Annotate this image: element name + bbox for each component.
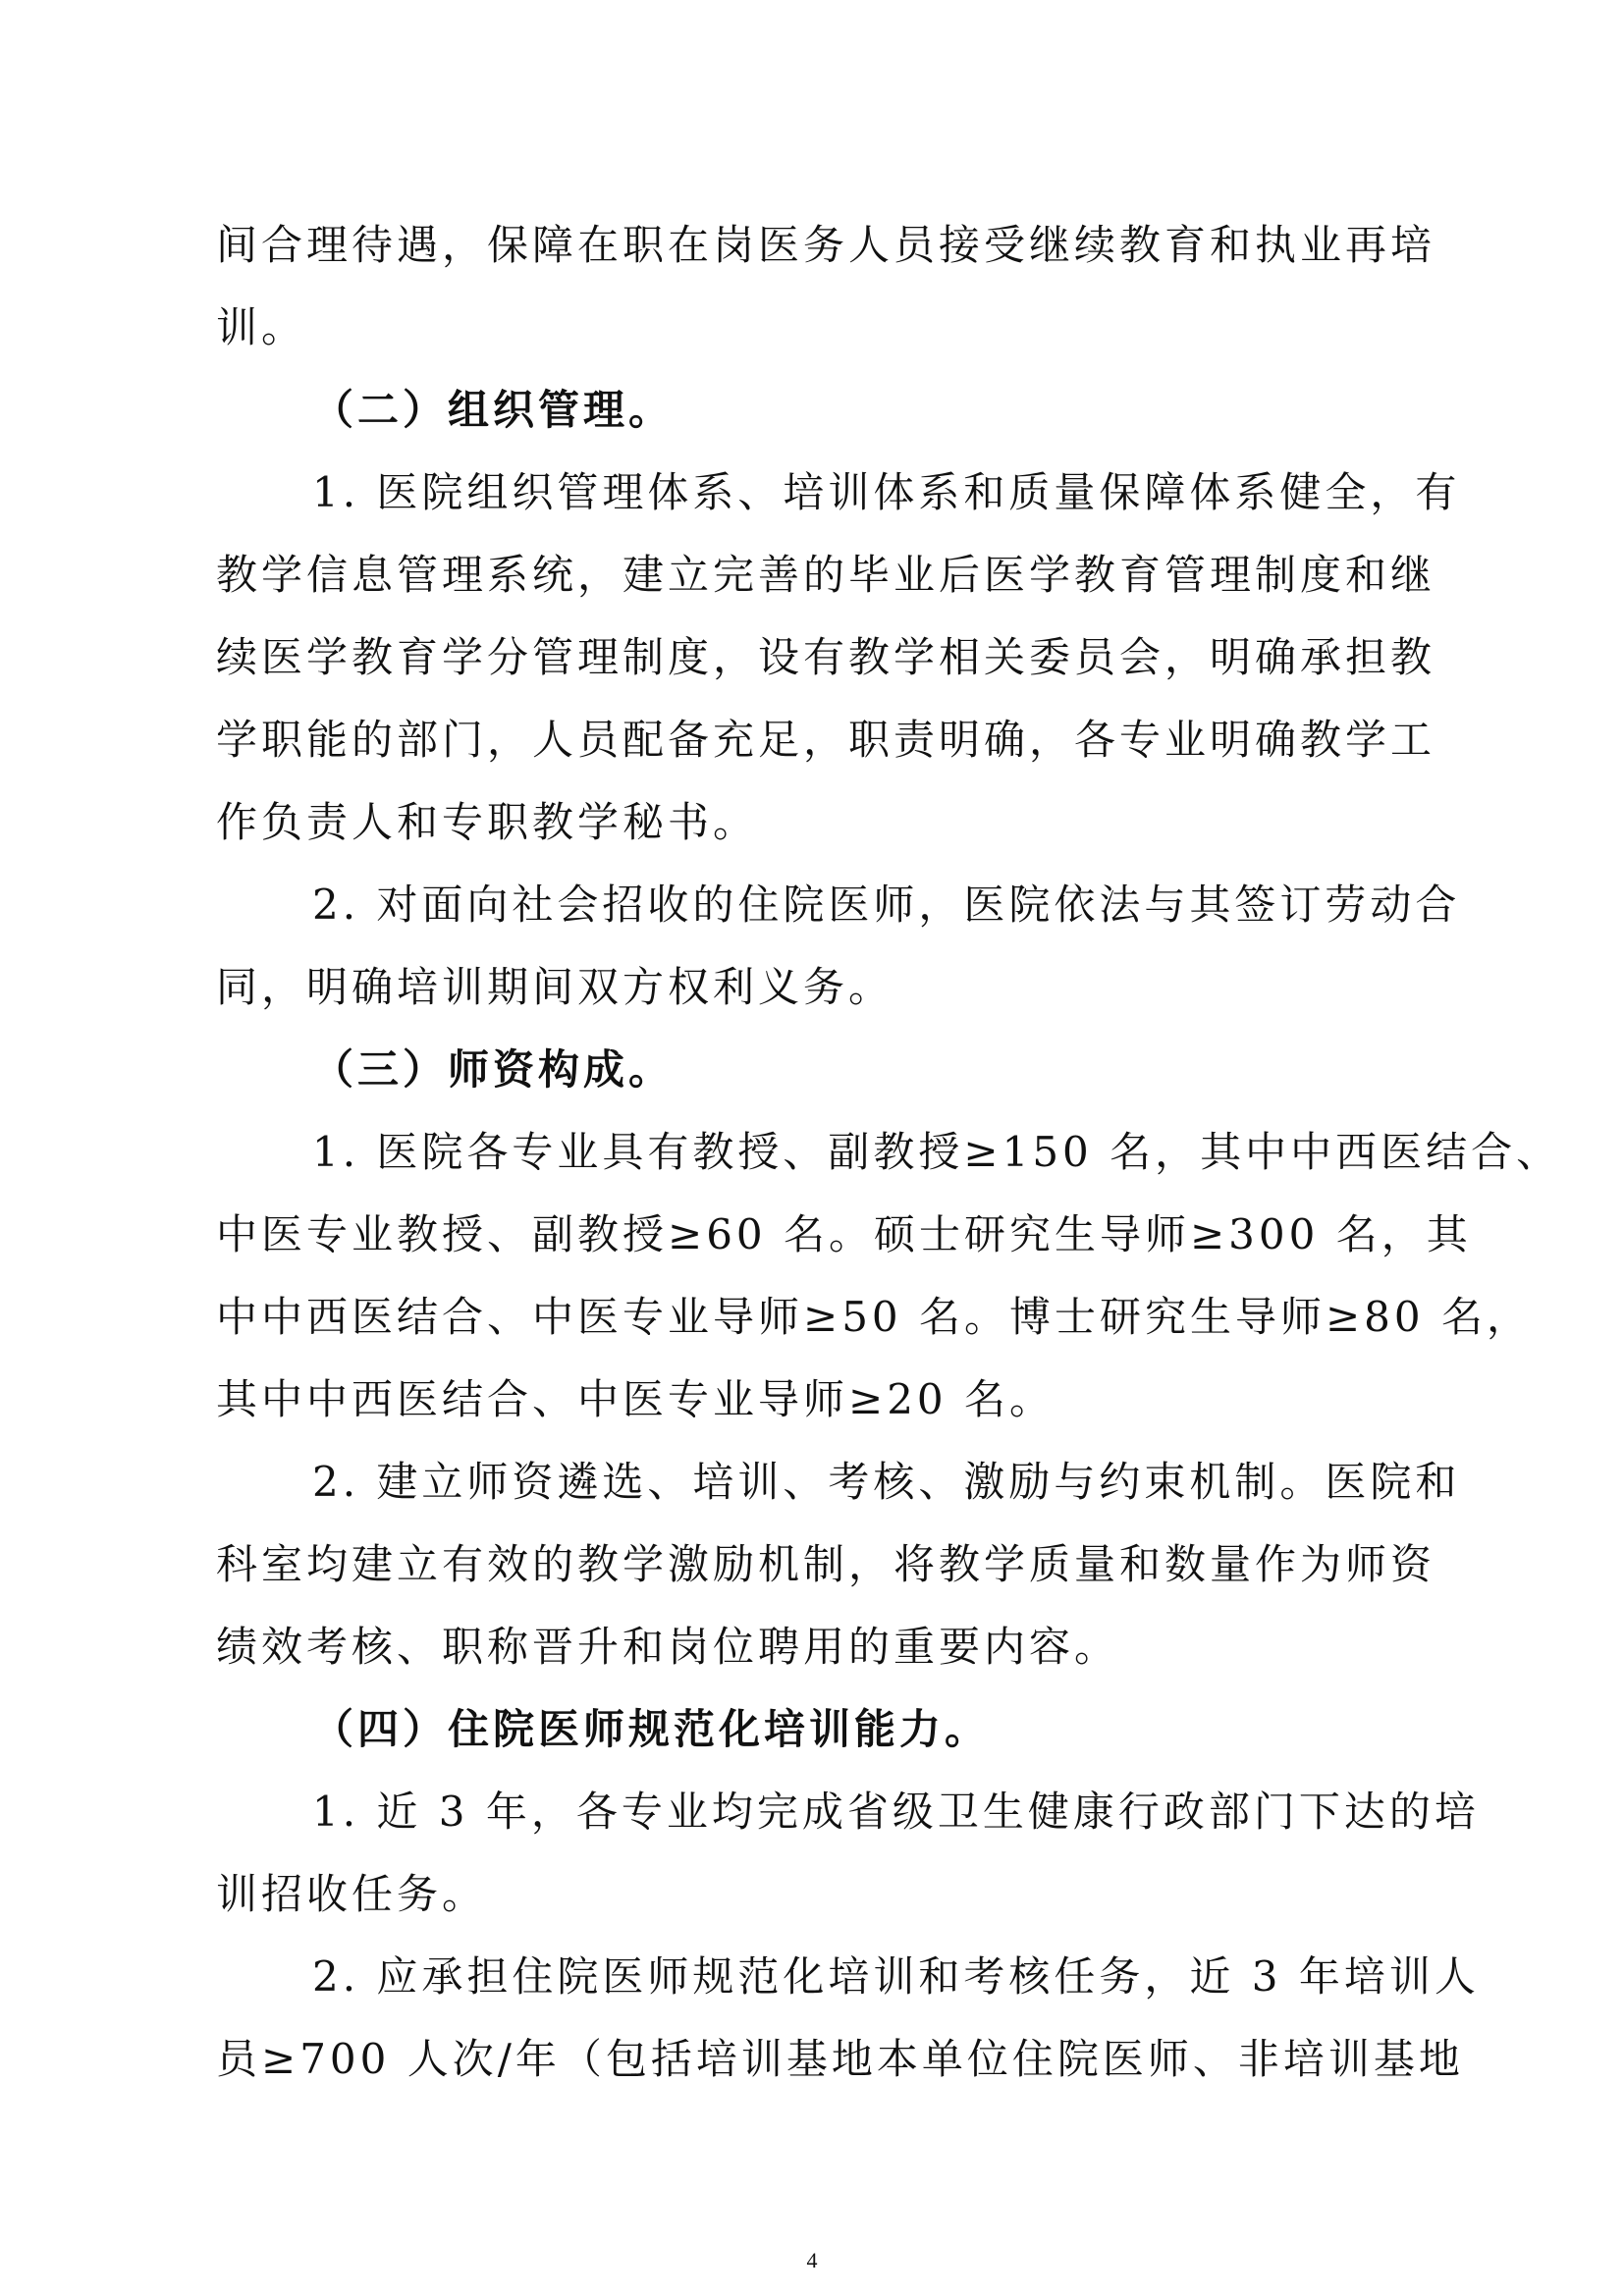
section-heading: （二）组织管理。: [312, 386, 675, 434]
paragraph-line: 其中中西医结合、中医专业导师≥20 名。: [216, 1375, 1055, 1423]
paragraph-line: 训招收任务。: [216, 1870, 488, 1918]
paragraph-line: 1. 医院组织管理体系、培训体系和质量保障体系健全，有: [312, 468, 1461, 516]
paragraph-line: 2. 建立师资遴选、培训、考核、激励与约束机制。医院和: [312, 1458, 1461, 1506]
paragraph-line: 2. 应承担住院医师规范化培训和考核任务，近 3 年培训人: [312, 1952, 1480, 2001]
page-number: 4: [806, 2248, 818, 2272]
section-heading: （三）师资构成。: [312, 1045, 675, 1094]
paragraph-line: 续医学教育学分管理制度，设有教学相关委员会，明确承担教: [216, 633, 1436, 681]
paragraph-line: 科室均建立有效的教学激励机制，将教学质量和数量作为师资: [216, 1540, 1436, 1588]
paragraph-line: 作负责人和专职教学秘书。: [216, 798, 759, 846]
paragraph-line: 训。: [216, 303, 307, 351]
paragraph-line: 学职能的部门，人员配备充足，职责明确，各专业明确教学工: [216, 716, 1436, 764]
section-heading: （四）住院医师规范化培训能力。: [312, 1705, 991, 1753]
paragraph-line: 教学信息管理系统，建立完善的毕业后医学教育管理制度和继: [216, 551, 1436, 599]
paragraph-line: 间合理待遇，保障在职在岗医务人员接受继续教育和执业再培: [216, 221, 1436, 269]
paragraph-line: 中医专业教授、副教授≥60 名。硕士研究生导师≥300 名，其: [216, 1210, 1472, 1258]
paragraph-line: 中中西医结合、中医专业导师≥50 名。博士研究生导师≥80 名，: [216, 1293, 1532, 1341]
paragraph-line: 绩效考核、职称晋升和岗位聘用的重要内容。: [216, 1623, 1120, 1671]
paragraph-line: 1. 近 3 年，各专业均完成省级卫生健康行政部门下达的培: [312, 1788, 1480, 1836]
paragraph-line: 同，明确培训期间双方权利义务。: [216, 963, 894, 1011]
paragraph-line: 1. 医院各专业具有教授、副教授≥150 名，其中中西医结合、: [312, 1128, 1562, 1176]
paragraph-line: 员≥700 人次/年（包括培训基地本单位住院医师、非培训基地: [216, 2035, 1464, 2083]
paragraph-line: 2. 对面向社会招收的住院医师，医院依法与其签订劳动合: [312, 881, 1461, 929]
